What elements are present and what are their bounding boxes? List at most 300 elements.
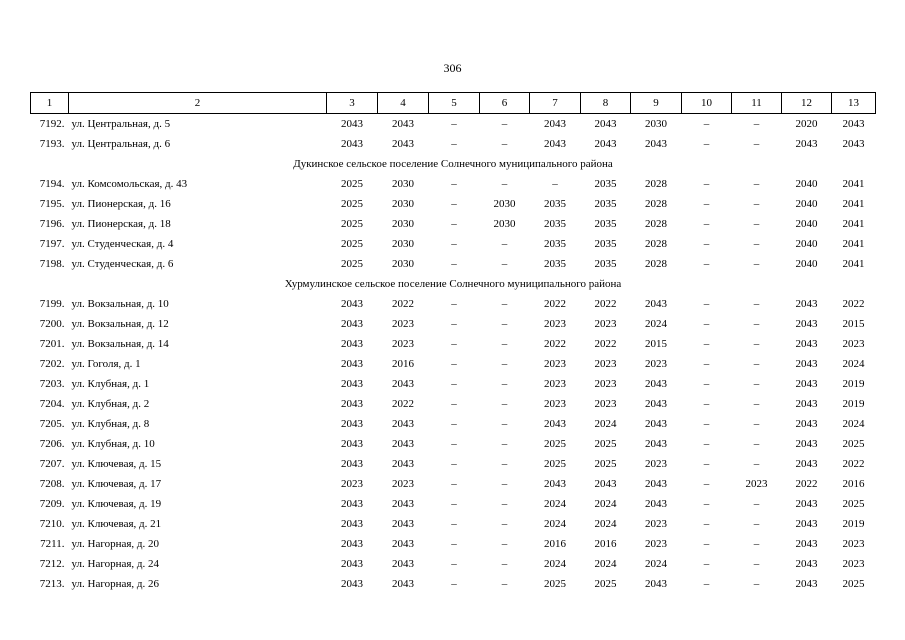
year-cell: – [753, 518, 760, 530]
column-header: 2 [69, 93, 327, 114]
year-cell: 2028 [645, 258, 667, 270]
year-cell: – [501, 338, 508, 350]
address-cell: ул. Ключевая, д. 15 [71, 458, 162, 470]
row-number: 7193. [39, 138, 65, 150]
section-row [31, 154, 876, 174]
year-cell: 2024 [594, 418, 617, 430]
year-cell: 2023 [594, 398, 617, 410]
year-cell: – [451, 218, 457, 230]
address-cell: ул. Центральная, д. 5 [71, 118, 171, 130]
year-cell: – [703, 358, 710, 370]
year-cell: 2040 [795, 198, 818, 210]
year-cell: 2022 [594, 338, 617, 350]
year-cell: – [552, 178, 558, 190]
address-cell: ул. Ключевая, д. 17 [71, 478, 162, 490]
year-cell: 2043 [341, 558, 363, 570]
year-cell: 2024 [594, 518, 617, 530]
row-number: 7204. [39, 398, 65, 410]
year-cell: 2025 [341, 198, 363, 210]
year-cell: – [451, 558, 457, 570]
year-cell: 2043 [341, 358, 363, 370]
year-cell: 2043 [392, 558, 414, 570]
year-cell: – [501, 498, 508, 510]
row-number: 7207. [39, 458, 65, 470]
year-cell: 2020 [795, 118, 818, 130]
year-cell: 2043 [392, 118, 414, 130]
year-cell: 2043 [392, 538, 414, 550]
table-row [31, 334, 876, 354]
year-cell: 2043 [795, 518, 818, 530]
year-cell: 2023 [341, 478, 363, 490]
year-cell: 2035 [594, 218, 617, 230]
year-cell: 2023 [645, 518, 667, 530]
year-cell: 2043 [544, 418, 566, 430]
table-row [31, 234, 876, 254]
year-cell: 2016 [544, 538, 566, 550]
year-cell: 2019 [842, 518, 865, 530]
year-cell: – [703, 438, 710, 450]
header-row [31, 93, 876, 114]
year-cell: 2043 [645, 378, 667, 390]
year-cell: 2016 [392, 358, 414, 370]
year-cell: 2024 [594, 558, 617, 570]
year-cell: 2035 [544, 238, 566, 250]
year-cell: 2040 [795, 238, 818, 250]
row-number: 7198. [39, 258, 65, 270]
year-cell: – [753, 118, 760, 130]
year-cell: 2035 [544, 258, 566, 270]
year-cell: – [451, 318, 457, 330]
address-cell: ул. Вокзальная, д. 12 [71, 318, 169, 330]
year-cell: 2043 [594, 138, 617, 150]
row-number: 7194. [39, 178, 65, 190]
column-header: 6 [480, 93, 530, 114]
row-number: 7195. [39, 198, 65, 210]
address-cell: ул. Ключевая, д. 19 [71, 498, 162, 510]
year-cell: 2041 [842, 238, 865, 250]
address-cell: ул. Ключевая, д. 21 [71, 518, 162, 530]
year-cell: 2043 [341, 458, 363, 470]
table-row [31, 394, 876, 414]
year-cell: – [451, 538, 457, 550]
table-row [31, 494, 876, 514]
year-cell: 2019 [842, 378, 865, 390]
year-cell: 2022 [842, 298, 865, 310]
year-cell: 2035 [544, 218, 566, 230]
year-cell: 2043 [392, 138, 414, 150]
repair-schedule-table [30, 92, 876, 594]
year-cell: 2035 [594, 258, 617, 270]
address-cell: ул. Центральная, д. 6 [71, 138, 171, 150]
year-cell: 2043 [795, 538, 818, 550]
year-cell: – [753, 338, 760, 350]
year-cell: 2035 [594, 198, 617, 210]
address-cell: ул. Вокзальная, д. 14 [71, 338, 169, 350]
year-cell: 2043 [842, 138, 865, 150]
address-cell: ул. Пионерская, д. 18 [71, 218, 171, 230]
year-cell: 2041 [842, 258, 865, 270]
address-cell: ул. Вокзальная, д. 10 [71, 298, 169, 310]
year-cell: 2043 [544, 478, 566, 490]
address-cell: ул. Пионерская, д. 16 [71, 198, 171, 210]
year-cell: 2024 [645, 558, 667, 570]
year-cell: 2041 [842, 198, 865, 210]
year-cell: 2043 [795, 358, 818, 370]
year-cell: – [501, 418, 508, 430]
year-cell: – [753, 318, 760, 330]
row-number: 7209. [39, 498, 65, 510]
year-cell: 2043 [645, 578, 667, 590]
year-cell: 2043 [341, 418, 363, 430]
year-cell: 2043 [645, 498, 667, 510]
year-cell: – [753, 358, 760, 370]
row-number: 7196. [39, 218, 65, 230]
year-cell: 2043 [392, 498, 414, 510]
year-cell: 2024 [842, 418, 865, 430]
year-cell: – [753, 238, 760, 250]
year-cell: – [703, 398, 710, 410]
year-cell: 2025 [341, 238, 363, 250]
year-cell: 2022 [544, 338, 566, 350]
year-cell: 2043 [341, 398, 363, 410]
table-row [31, 194, 876, 214]
year-cell: – [451, 438, 457, 450]
year-cell: – [703, 458, 710, 470]
year-cell: 2043 [392, 578, 414, 590]
column-header: 5 [429, 93, 480, 114]
year-cell: – [501, 358, 508, 370]
year-cell: 2023 [544, 378, 566, 390]
year-cell: – [703, 518, 710, 530]
table-row [31, 254, 876, 274]
address-cell: ул. Нагорная, д. 20 [71, 538, 159, 550]
year-cell: – [501, 558, 508, 570]
year-cell: 2024 [594, 498, 617, 510]
year-cell: 2023 [645, 358, 667, 370]
table-row [31, 414, 876, 434]
year-cell: 2028 [645, 238, 667, 250]
year-cell: 2022 [392, 298, 414, 310]
year-cell: 2025 [594, 578, 617, 590]
year-cell: 2023 [544, 318, 566, 330]
row-number: 7211. [40, 538, 65, 550]
year-cell: 2022 [795, 478, 818, 490]
year-cell: 2043 [645, 418, 667, 430]
year-cell: 2023 [544, 358, 566, 370]
year-cell: – [501, 478, 508, 490]
year-cell: 2016 [842, 478, 865, 490]
year-cell: 2043 [795, 398, 818, 410]
year-cell: 2043 [594, 118, 617, 130]
year-cell: 2035 [544, 198, 566, 210]
column-header: 10 [682, 93, 732, 114]
year-cell: – [451, 238, 457, 250]
year-cell: – [753, 438, 760, 450]
table-row [31, 434, 876, 454]
year-cell: 2025 [842, 438, 865, 450]
row-number: 7203. [39, 378, 65, 390]
year-cell: 2024 [544, 518, 566, 530]
column-header: 3 [327, 93, 378, 114]
year-cell: 2023 [392, 318, 414, 330]
year-cell: – [703, 338, 710, 350]
year-cell: 2043 [341, 318, 363, 330]
year-cell: 2043 [341, 578, 363, 590]
year-cell: – [451, 398, 457, 410]
year-cell: 2030 [645, 118, 667, 130]
year-cell: 2043 [795, 298, 818, 310]
year-cell: – [753, 578, 760, 590]
year-cell: – [451, 418, 457, 430]
year-cell: – [753, 538, 760, 550]
year-cell: 2043 [795, 418, 818, 430]
year-cell: 2043 [645, 298, 667, 310]
year-cell: – [501, 438, 508, 450]
year-cell: – [753, 398, 760, 410]
year-cell: – [451, 498, 457, 510]
year-cell: – [703, 198, 710, 210]
year-cell: – [753, 418, 760, 430]
year-cell: – [703, 418, 710, 430]
address-cell: ул. Клубная, д. 10 [71, 438, 155, 450]
address-cell: ул. Гоголя, д. 1 [71, 358, 141, 370]
year-cell: 2022 [544, 298, 566, 310]
year-cell: – [501, 238, 508, 250]
table-row [31, 474, 876, 494]
year-cell: – [703, 498, 710, 510]
year-cell: – [703, 538, 710, 550]
year-cell: 2028 [645, 218, 667, 230]
year-cell: 2023 [645, 458, 667, 470]
column-header: 7 [530, 93, 581, 114]
year-cell: 2024 [842, 358, 865, 370]
year-cell: 2043 [795, 578, 818, 590]
year-cell: – [753, 378, 760, 390]
year-cell: 2043 [544, 138, 566, 150]
year-cell: 2023 [594, 318, 617, 330]
table-body [31, 114, 876, 595]
year-cell: – [753, 298, 760, 310]
year-cell: 2023 [645, 538, 667, 550]
year-cell: – [703, 578, 710, 590]
year-cell: 2043 [795, 318, 818, 330]
year-cell: – [501, 538, 508, 550]
year-cell: 2041 [842, 178, 865, 190]
year-cell: 2035 [594, 238, 617, 250]
table-row [31, 534, 876, 554]
year-cell: 2043 [392, 378, 414, 390]
year-cell: 2043 [795, 138, 818, 150]
year-cell: – [451, 258, 457, 270]
year-cell: – [451, 198, 457, 210]
year-cell: – [501, 258, 508, 270]
year-cell: 2030 [392, 258, 414, 270]
year-cell: – [501, 378, 508, 390]
year-cell: – [753, 218, 760, 230]
year-cell: 2043 [645, 438, 667, 450]
table-row [31, 354, 876, 374]
table-row [31, 314, 876, 334]
year-cell: – [501, 578, 508, 590]
column-header: 12 [782, 93, 832, 114]
row-number: 7197. [39, 238, 65, 250]
year-cell: 2025 [842, 498, 865, 510]
year-cell: – [753, 258, 760, 270]
year-cell: 2016 [594, 538, 617, 550]
year-cell: – [703, 558, 710, 570]
year-cell: 2043 [341, 498, 363, 510]
year-cell: 2030 [392, 178, 414, 190]
column-header: 4 [378, 93, 429, 114]
year-cell: 2043 [645, 478, 667, 490]
column-header: 13 [832, 93, 876, 114]
year-cell: – [501, 398, 508, 410]
year-cell: – [703, 118, 710, 130]
year-cell: – [501, 118, 508, 130]
table-row [31, 214, 876, 234]
year-cell: – [451, 458, 457, 470]
section-row [31, 274, 876, 294]
year-cell: – [501, 518, 508, 530]
year-cell: – [703, 478, 710, 490]
year-cell: – [451, 378, 457, 390]
year-cell: – [703, 378, 710, 390]
year-cell: 2043 [392, 438, 414, 450]
year-cell: – [703, 218, 710, 230]
year-cell: 2040 [795, 258, 818, 270]
table-row [31, 294, 876, 314]
row-number: 7200. [39, 318, 65, 330]
year-cell: – [753, 198, 760, 210]
year-cell: 2022 [392, 398, 414, 410]
table-row [31, 454, 876, 474]
year-cell: 2023 [392, 338, 414, 350]
section-title: Хурмулинское сельское поселение Солнечного муниципального района [284, 278, 622, 290]
year-cell: – [451, 478, 457, 490]
year-cell: – [451, 118, 457, 130]
year-cell: 2043 [795, 438, 818, 450]
year-cell: 2015 [645, 338, 667, 350]
year-cell: – [451, 578, 457, 590]
year-cell: – [753, 558, 760, 570]
year-cell: 2025 [842, 578, 865, 590]
address-cell: ул. Комсомольская, д. 43 [71, 178, 188, 190]
year-cell: 2043 [544, 118, 566, 130]
year-cell: – [703, 318, 710, 330]
year-cell: 2024 [544, 498, 566, 510]
year-cell: – [501, 178, 508, 190]
year-cell: – [451, 298, 457, 310]
year-cell: – [703, 178, 710, 190]
year-cell: – [451, 138, 457, 150]
year-cell: 2030 [493, 198, 516, 210]
address-cell: ул. Клубная, д. 2 [71, 398, 150, 410]
year-cell: 2043 [341, 298, 363, 310]
column-header: 11 [732, 93, 782, 114]
table-row [31, 114, 876, 135]
year-cell: – [451, 178, 457, 190]
year-cell: – [753, 178, 760, 190]
year-cell: – [703, 138, 710, 150]
address-cell: ул. Студенческая, д. 4 [71, 238, 174, 250]
table-row [31, 374, 876, 394]
year-cell: 2023 [594, 378, 617, 390]
year-cell: 2043 [392, 418, 414, 430]
year-cell: 2023 [842, 338, 865, 350]
year-cell: 2025 [544, 578, 566, 590]
year-cell: 2041 [842, 218, 865, 230]
year-cell: 2030 [493, 218, 516, 230]
year-cell: 2043 [795, 378, 818, 390]
table-row [31, 174, 876, 194]
year-cell: 2043 [341, 378, 363, 390]
row-number: 7213. [39, 578, 65, 590]
year-cell: 2025 [594, 438, 617, 450]
year-cell: 2043 [341, 438, 363, 450]
year-cell: 2024 [544, 558, 566, 570]
address-cell: ул. Студенческая, д. 6 [71, 258, 174, 270]
year-cell: 2023 [745, 478, 768, 490]
row-number: 7192. [39, 118, 65, 130]
year-cell: 2022 [842, 458, 865, 470]
year-cell: 2035 [594, 178, 617, 190]
year-cell: 2019 [842, 398, 865, 410]
year-cell: – [703, 298, 710, 310]
year-cell: – [753, 498, 760, 510]
year-cell: 2043 [645, 138, 667, 150]
address-cell: ул. Нагорная, д. 26 [71, 578, 159, 590]
year-cell: 2030 [392, 238, 414, 250]
year-cell: 2028 [645, 178, 667, 190]
table-row [31, 554, 876, 574]
year-cell: 2043 [341, 118, 363, 130]
year-cell: – [501, 458, 508, 470]
address-cell: ул. Клубная, д. 8 [71, 418, 150, 430]
column-header: 1 [31, 93, 69, 114]
year-cell: – [703, 238, 710, 250]
row-number: 7208. [39, 478, 65, 490]
year-cell: 2025 [594, 458, 617, 470]
year-cell: – [451, 358, 457, 370]
year-cell: – [501, 298, 508, 310]
table-row [31, 574, 876, 594]
row-number: 7201. [39, 338, 65, 350]
year-cell: 2040 [795, 218, 818, 230]
year-cell: 2043 [392, 518, 414, 530]
year-cell: 2028 [645, 198, 667, 210]
year-cell: 2043 [795, 558, 818, 570]
address-cell: ул. Клубная, д. 1 [71, 378, 150, 390]
year-cell: – [703, 258, 710, 270]
year-cell: – [501, 138, 508, 150]
section-title: Дукинское сельское поселение Солнечного муниципального района [293, 158, 613, 170]
column-header: 8 [581, 93, 631, 114]
year-cell: 2043 [594, 478, 617, 490]
year-cell: 2043 [842, 118, 865, 130]
year-cell: 2043 [341, 538, 363, 550]
row-number: 7199. [39, 298, 65, 310]
row-number: 7210. [39, 518, 65, 530]
year-cell: 2025 [544, 458, 566, 470]
year-cell: 2023 [842, 558, 865, 570]
year-cell: 2023 [392, 478, 414, 490]
year-cell: 2024 [645, 318, 667, 330]
row-number: 7206. [39, 438, 65, 450]
table-row [31, 514, 876, 534]
year-cell: 2023 [544, 398, 566, 410]
year-cell: 2043 [392, 458, 414, 470]
year-cell: 2043 [795, 338, 818, 350]
